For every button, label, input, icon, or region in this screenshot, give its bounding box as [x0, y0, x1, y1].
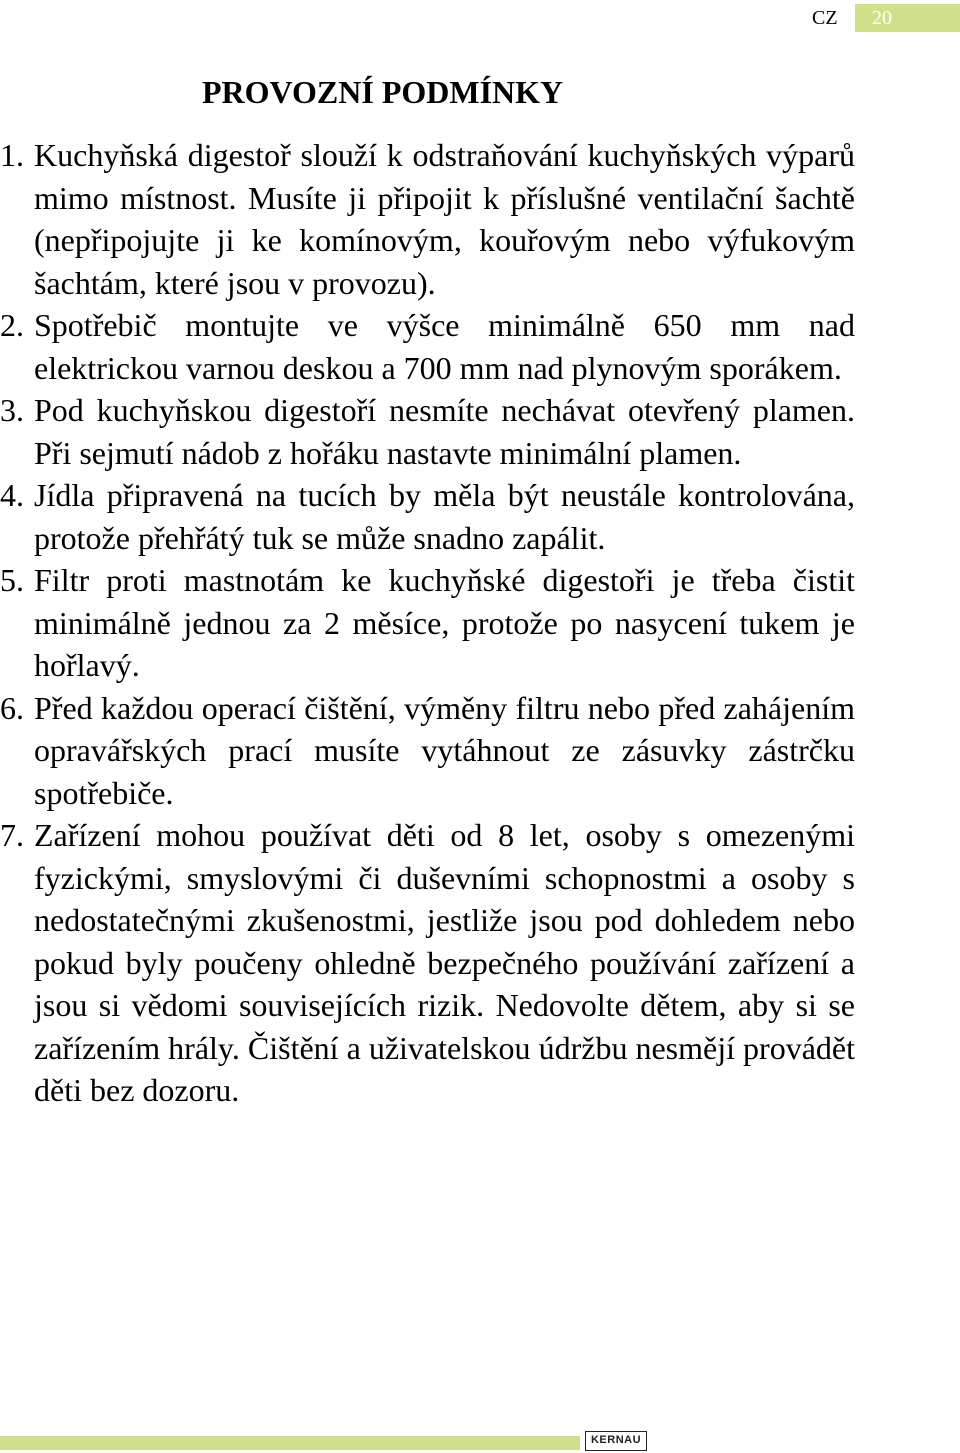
list-item-number: 3. [0, 392, 24, 428]
list-item-number: 1. [0, 137, 24, 173]
list-item-text: Před každou operací čištění, výměny filtru nebo před zahájením opravářských prací musíte vytáhnout ze zásuvky zástrčku spotřebiče. [34, 689, 855, 811]
footer-accent-bar [0, 1436, 580, 1450]
list-item-number: 2. [0, 307, 24, 343]
page-title: PROVOZNÍ PODMÍNKY [202, 74, 564, 110]
page-number: 20 [872, 7, 892, 29]
page-number-badge [855, 4, 960, 32]
list-item-text: Kuchyňská digestoř slouží k odstraňování kuchyňských výparů mimo místnost. Musíte ji připojit k příslušné ventilační šachtě (nepřipojujte ji ke komínovým, kouřovým nebo výfukovým šachtám, které jsou v provozu). [34, 137, 855, 301]
conditions-list [0, 134, 855, 1112]
list-item [0, 687, 855, 815]
list-item-number: 7. [0, 817, 24, 853]
language-code: CZ [812, 7, 838, 29]
list-item-text: Zařízení mohou používat děti od 8 let, osoby s omezenými fyzickými, smyslovými či duševními schopnostmi a osoby s nedostatečnými zkušenostmi, jestliže jsou pod dohledem nebo pokud byly poučeny ohledně bezpečného používání zařízení a jsou si vědomi souvisejících rizik. Nedovolte dětem, aby si se zařízením hrály. Čištění a uživatelskou údržbu nesmějí provádět děti bez dozoru. [34, 817, 855, 1108]
list-item-number: 6. [0, 689, 24, 726]
list-item-text: Pod kuchyňskou digestoří nesmíte nechávat otevřený plamen. Při sejmutí nádob z hořáku nastavte minimální plamen. [34, 392, 855, 471]
list-item-text: Spotřebič montujte ve výšce minimálně 650 mm nad elektrickou varnou deskou a 700 mm nad plynovým sporákem. [34, 307, 855, 386]
list-item [0, 474, 855, 559]
list-item [0, 304, 855, 389]
list-item-text: Filtr proti mastnotám ke kuchyňské digestoři je třeba čistit minimálně jednou za 2 měsíce, protože po nasycení tukem je hořlavý. [34, 562, 855, 683]
list-item [0, 134, 855, 304]
list-item [0, 559, 855, 687]
list-item-number: 5. [0, 562, 24, 598]
brand-logo: KERNAU [585, 1431, 647, 1451]
list-item [0, 389, 855, 474]
list-item [0, 814, 855, 1112]
list-item-text: Jídla připravená na tucích by měla být neustále kontrolována, protože přehřátý tuk se může snadno zapálit. [34, 477, 855, 556]
list-item-number: 4. [0, 477, 24, 513]
